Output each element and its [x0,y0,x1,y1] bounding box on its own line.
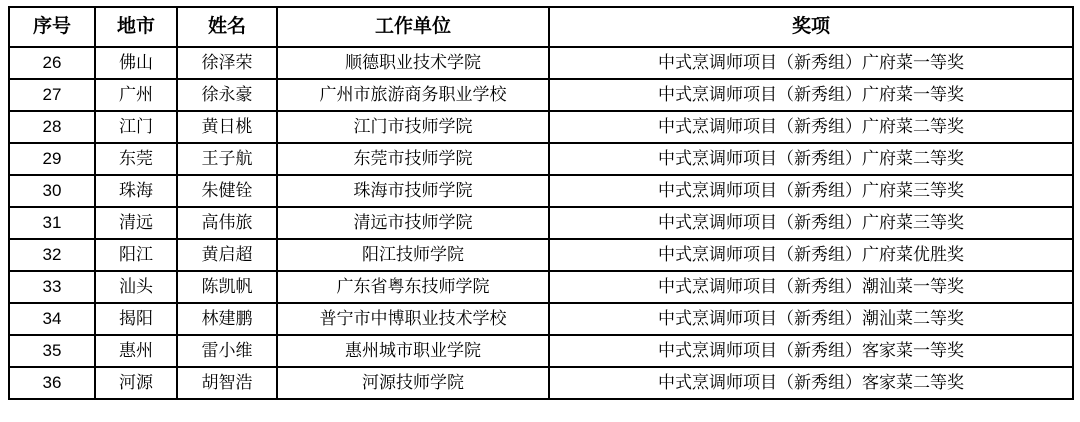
column-header-unit: 工作单位 [277,7,549,47]
cell-unit: 阳江技师学院 [277,239,549,271]
cell-award: 中式烹调师项目（新秀组）广府菜优胜奖 [549,239,1073,271]
cell-name: 林建鹏 [177,303,277,335]
cell-seq: 33 [9,271,95,303]
cell-city: 清远 [95,207,177,239]
cell-name: 黄启超 [177,239,277,271]
cell-seq: 31 [9,207,95,239]
cell-city: 广州 [95,79,177,111]
cell-unit: 广东省粤东技师学院 [277,271,549,303]
cell-city: 揭阳 [95,303,177,335]
cell-seq: 29 [9,143,95,175]
cell-city: 佛山 [95,47,177,79]
cell-seq: 34 [9,303,95,335]
cell-name: 徐永豪 [177,79,277,111]
cell-award: 中式烹调师项目（新秀组）客家菜二等奖 [549,367,1073,399]
table-row [9,47,1073,79]
cell-seq: 36 [9,367,95,399]
cell-city: 惠州 [95,335,177,367]
cell-unit: 江门市技师学院 [277,111,549,143]
cell-unit: 珠海市技师学院 [277,175,549,207]
cell-unit: 东莞市技师学院 [277,143,549,175]
cell-award: 中式烹调师项目（新秀组）广府菜三等奖 [549,175,1073,207]
cell-city: 江门 [95,111,177,143]
cell-unit: 惠州城市职业学院 [277,335,549,367]
column-header-name: 姓名 [177,7,277,47]
award-results-table [8,6,1074,400]
cell-seq: 30 [9,175,95,207]
cell-city: 汕头 [95,271,177,303]
cell-seq: 28 [9,111,95,143]
cell-award: 中式烹调师项目（新秀组）潮汕菜一等奖 [549,271,1073,303]
cell-name: 胡智浩 [177,367,277,399]
cell-award: 中式烹调师项目（新秀组）广府菜一等奖 [549,79,1073,111]
cell-name: 陈凯帆 [177,271,277,303]
cell-award: 中式烹调师项目（新秀组）广府菜一等奖 [549,47,1073,79]
column-header-award: 奖项 [549,7,1073,47]
cell-award: 中式烹调师项目（新秀组）广府菜三等奖 [549,207,1073,239]
cell-name: 徐泽荣 [177,47,277,79]
cell-seq: 27 [9,79,95,111]
cell-award: 中式烹调师项目（新秀组）客家菜一等奖 [549,335,1073,367]
table-row [9,175,1073,207]
cell-city: 阳江 [95,239,177,271]
table-row [9,271,1073,303]
cell-unit: 广州市旅游商务职业学校 [277,79,549,111]
cell-name: 朱健铨 [177,175,277,207]
cell-name: 王子航 [177,143,277,175]
cell-seq: 32 [9,239,95,271]
cell-unit: 顺德职业技术学院 [277,47,549,79]
cell-unit: 普宁市中博职业技术学校 [277,303,549,335]
table-row [9,79,1073,111]
column-header-city: 地市 [95,7,177,47]
cell-city: 珠海 [95,175,177,207]
table-body [9,47,1073,399]
cell-name: 黄日桃 [177,111,277,143]
cell-award: 中式烹调师项目（新秀组）潮汕菜二等奖 [549,303,1073,335]
table-row [9,367,1073,399]
column-header-seq: 序号 [9,7,95,47]
cell-unit: 河源技师学院 [277,367,549,399]
cell-award: 中式烹调师项目（新秀组）广府菜二等奖 [549,143,1073,175]
table-row [9,207,1073,239]
cell-seq: 26 [9,47,95,79]
cell-name: 高伟旅 [177,207,277,239]
cell-seq: 35 [9,335,95,367]
cell-city: 河源 [95,367,177,399]
table-row [9,239,1073,271]
cell-name: 雷小维 [177,335,277,367]
cell-city: 东莞 [95,143,177,175]
table-row [9,303,1073,335]
cell-award: 中式烹调师项目（新秀组）广府菜二等奖 [549,111,1073,143]
table-row [9,335,1073,367]
table-row [9,143,1073,175]
table-header-row [9,7,1073,47]
table-row [9,111,1073,143]
cell-unit: 清远市技师学院 [277,207,549,239]
